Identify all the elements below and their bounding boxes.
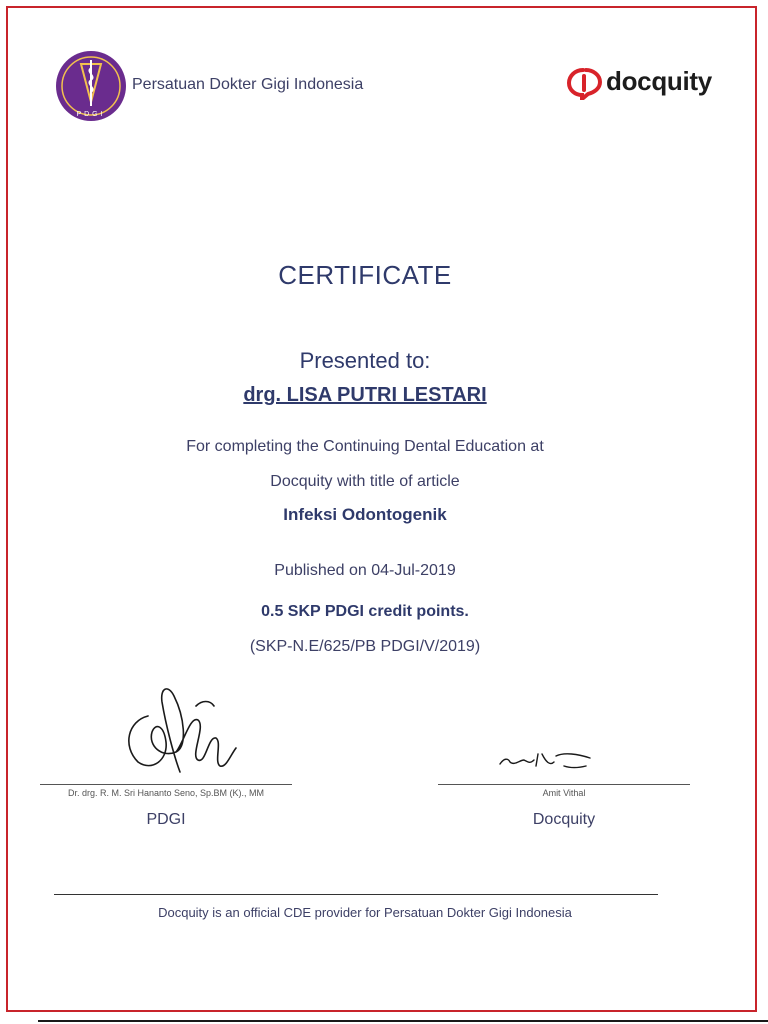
organization-name: Persatuan Dokter Gigi Indonesia bbox=[132, 76, 364, 93]
signer-org-left: PDGI bbox=[146, 811, 186, 828]
signature-line-right bbox=[438, 784, 690, 785]
presented-label: Presented to: bbox=[299, 348, 431, 373]
pdgi-logo bbox=[54, 50, 128, 122]
published-date: Published on 04-Jul-2019 bbox=[274, 562, 456, 579]
docquity-chat-icon bbox=[566, 66, 604, 100]
pdgi-logo-text: PDGI bbox=[76, 111, 106, 118]
description-line-1: For completing the Continuing Dental Education at bbox=[186, 438, 544, 455]
signer-name-right: Amit Vithal bbox=[542, 788, 586, 798]
signature-line-left bbox=[40, 784, 292, 785]
signer-name-left: Dr. drg. R. M. Sri Hananto Seno, Sp.BM (K)., MM bbox=[67, 788, 265, 798]
page-edge-rule bbox=[38, 1020, 768, 1022]
signature-right bbox=[494, 744, 594, 772]
footer-note: Docquity is an official CDE provider for Persatuan Dokter Gigi Indonesia bbox=[158, 905, 572, 920]
reference-code: (SKP-N.E/625/PB PDGI/V/2019) bbox=[249, 638, 481, 655]
signer-org-right: Docquity bbox=[532, 811, 596, 828]
signature-left bbox=[118, 676, 242, 780]
docquity-logo bbox=[566, 66, 716, 102]
article-title: Infeksi Odontogenik bbox=[283, 505, 447, 524]
credit-points: 0.5 SKP PDGI credit points. bbox=[261, 603, 469, 620]
description-line-2: Docquity with title of article bbox=[270, 473, 460, 490]
recipient-name: drg. LISA PUTRI LESTARI bbox=[243, 384, 487, 406]
footer-divider bbox=[54, 894, 658, 895]
docquity-wordmark: docquity bbox=[606, 66, 712, 96]
certificate-title: CERTIFICATE bbox=[278, 260, 452, 290]
